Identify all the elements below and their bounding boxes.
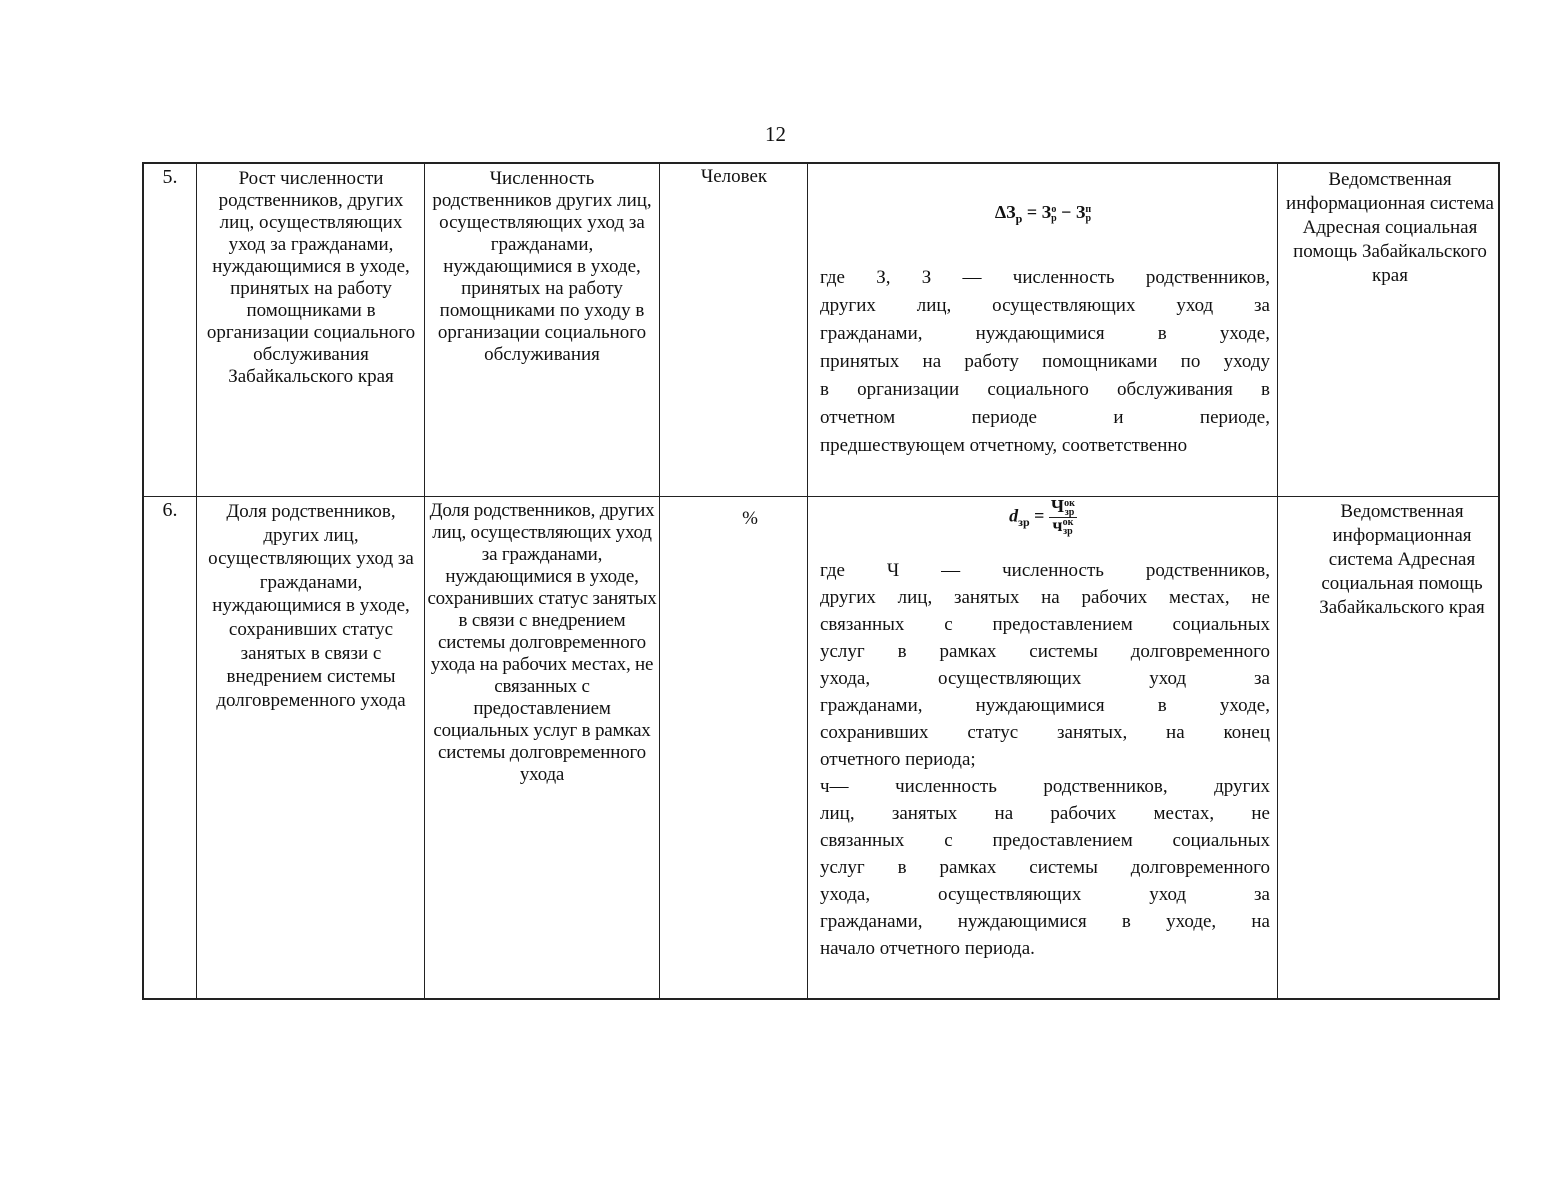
unit-of-measure: Человек [700,166,768,187]
method-line: отчетном периоде и периоде, [820,407,1270,428]
row-divider [144,496,1498,497]
row-number: 5. [162,166,178,188]
method-line: услуг в рамках системы долговременного [820,641,1270,662]
column-divider [196,164,197,998]
method-line: где З, З — численность родственников, [820,267,1270,288]
method-line: гражданами, нуждающимися в уходе, [820,323,1270,344]
method-line: где Ч — численность родственников, [820,560,1270,581]
method-line: в организации социального обслуживания в [820,379,1270,400]
column-divider [807,164,808,998]
method-line: гражданами, нуждающимися в уходе, на [820,911,1270,932]
formula: $d_{зр}$ = Ч ок зр ч ок зр [1009,496,1075,537]
calculation-method [820,557,1270,962]
indicator-name: Доля родственников, других лиц, осуществляющих уход за гражданами, нуждающимися в уходе, сохранивших статус занятых в связи с внедрением системы долговременного ухода [208,501,414,711]
method-line: связанных с предоставлением социальных [820,614,1270,635]
method-line: принятых на работу помощниками по уходу [820,351,1270,372]
method-line: других лиц, осуществляющих уход за [820,295,1270,316]
method-line: ч— численность родственников, других [820,776,1270,797]
method-line: услуг в рамках системы долговременного [820,857,1270,878]
formula: $\Delta З_р = З$ о р − З п р [994,202,1092,226]
page-number: 12 [765,122,786,146]
row-number: 6. [162,499,178,521]
indicator-name: Рост численности родственников, других лиц, осуществляющих уход за гражданами, нуждающимися в уходе, принятых на работу помощниками в организации социального обслуживания Забайкальского края [206,168,416,387]
method-line: других лиц, занятых на рабочих местах, не [820,587,1270,608]
method-line: лиц, занятых на рабочих местах, не [820,803,1270,824]
calculation-method [820,264,1270,460]
indicator-definition: Численность родственников других лиц, осуществляющих уход за гражданами, нуждающимися в уходе, принятых на работу помощниками по уходу в организации социального обслуживания [432,168,652,365]
column-divider [659,164,660,998]
data-source: Ведомственная информационная система Адресная социальная помощь Забайкальского края [1286,169,1494,286]
method-line: связанных с предоставлением социальных [820,830,1270,851]
method-line: ухода, осуществляющих уход за [820,668,1270,689]
method-line: отчетного периода; [820,749,976,770]
method-line: сохранивших статус занятых, на конец [820,722,1270,743]
indicator-definition: Доля родственников, других лиц, осуществляющих уход за гражданами, нуждающимися в уходе, сохранивших статус занятых в связи с внедрением системы долговременного ухода на рабочих местах, не связанных с предоставлением социальных услуг в рамках системы долговременного ухода [427,500,657,785]
method-line: начало отчетного периода. [820,938,1035,959]
method-line: гражданами, нуждающимися в уходе, [820,695,1270,716]
method-line: предшествующем отчетному, соответственно [820,435,1188,456]
method-line: ухода, осуществляющих уход за [820,884,1270,905]
column-divider [1277,164,1278,998]
unit-of-measure: % [742,508,758,529]
indicators-table [142,162,1500,1000]
data-source: Ведомственная информационная система Адресная социальная помощь Забайкальского края [1319,501,1485,618]
column-divider [424,164,425,998]
